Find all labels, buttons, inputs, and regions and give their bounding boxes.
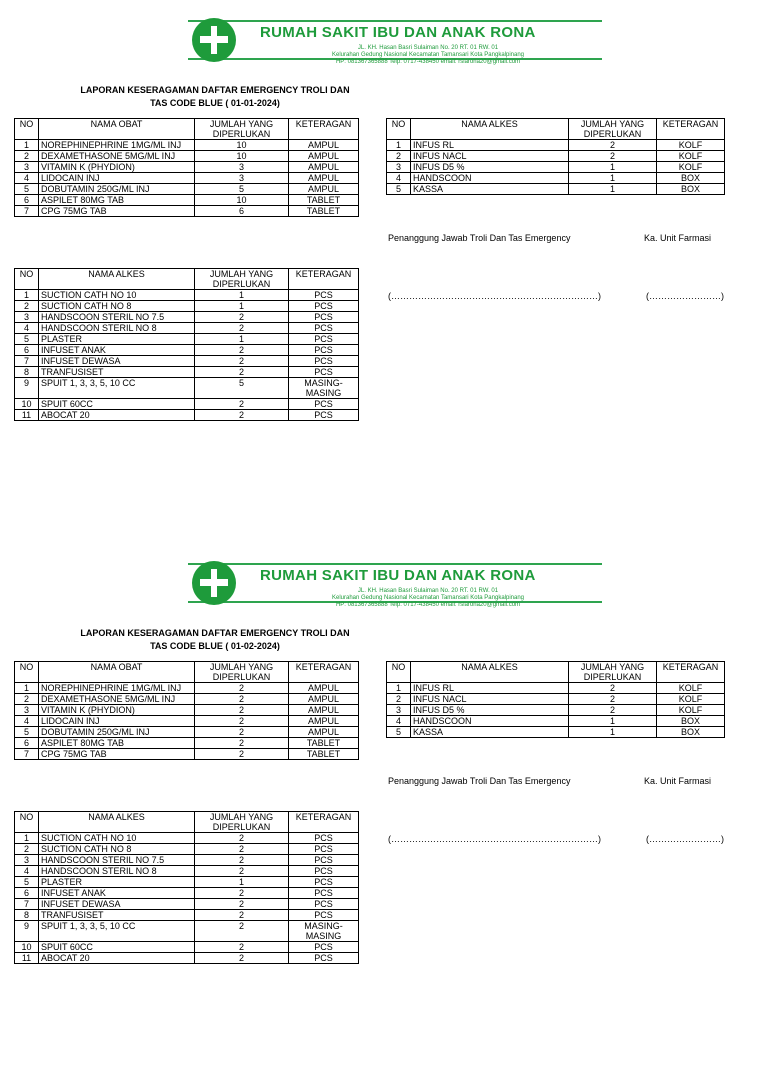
- cell-keterangan: PCS: [289, 399, 359, 410]
- table-row: [15, 206, 359, 217]
- cell-jumlah: 1: [195, 301, 289, 312]
- cell-keterangan: TABLET: [289, 206, 359, 217]
- cell-no: 3: [15, 162, 39, 173]
- cell-jumlah: 2: [195, 312, 289, 323]
- cell-no: 1: [15, 290, 39, 301]
- cell-no: 11: [15, 410, 39, 421]
- cell-nama: ASPILET 80MG TAB: [39, 195, 195, 206]
- cell-no: 7: [15, 749, 39, 760]
- table-row: [15, 942, 359, 953]
- cell-no: 3: [387, 705, 411, 716]
- table-row: [15, 312, 359, 323]
- cell-nama: HANDSCOON STERIL NO 7.5: [39, 855, 195, 866]
- cell-keterangan: PCS: [289, 312, 359, 323]
- cell-keterangan: KOLF: [657, 694, 725, 705]
- cell-keterangan: PCS: [289, 290, 359, 301]
- table-row: [387, 151, 725, 162]
- cell-nama: DEXAMETHASONE 5MG/ML INJ: [39, 694, 195, 705]
- cell-keterangan: AMPUL: [289, 162, 359, 173]
- cell-jumlah: 2: [569, 683, 657, 694]
- cell-keterangan: AMPUL: [289, 140, 359, 151]
- table-row: [387, 694, 725, 705]
- cell-no: 5: [15, 877, 39, 888]
- cell-jumlah: 1: [195, 334, 289, 345]
- cell-nama: INFUSET ANAK: [39, 888, 195, 899]
- cell-keterangan: PCS: [289, 910, 359, 921]
- cell-no: 6: [15, 738, 39, 749]
- table-row: [15, 151, 359, 162]
- cell-nama: SUCTION CATH NO 8: [39, 844, 195, 855]
- cell-no: 4: [387, 173, 411, 184]
- cell-nama: INFUSET ANAK: [39, 345, 195, 356]
- cell-jumlah: 2: [195, 356, 289, 367]
- cell-keterangan: AMPUL: [289, 173, 359, 184]
- alkes-right-table: [386, 661, 725, 738]
- alkes-table: [14, 268, 359, 421]
- table-row: [15, 162, 359, 173]
- cell-nama: SPUIT 60CC: [39, 399, 195, 410]
- report-title-line1: LAPORAN KESERAGAMAN DAFTAR EMERGENCY TROLI DAN: [80, 85, 350, 95]
- header-jumlah: JUMLAH YANG DIPERLUKAN: [569, 119, 657, 140]
- cell-nama: HANDSCOON STERIL NO 8: [39, 866, 195, 877]
- hospital-name: RUMAH SAKIT IBU DAN ANAK RONA: [260, 567, 536, 584]
- header-no: NO: [15, 119, 39, 140]
- signature-right-line: (……………………): [646, 834, 724, 844]
- header-jumlah: JUMLAH YANG DIPERLUKAN: [569, 662, 657, 683]
- cell-keterangan: PCS: [289, 855, 359, 866]
- cell-no: 7: [15, 899, 39, 910]
- medical-cross-icon: [203, 26, 225, 54]
- cell-no: 1: [387, 140, 411, 151]
- header-nama: NAMA ALKES: [39, 812, 195, 833]
- table-row: [15, 694, 359, 705]
- cell-keterangan: PCS: [289, 942, 359, 953]
- table-row: [15, 173, 359, 184]
- cell-jumlah: 2: [195, 399, 289, 410]
- table-row: [387, 716, 725, 727]
- signature-left-line: (……………………………………………………………): [388, 834, 601, 844]
- cell-jumlah: 2: [195, 738, 289, 749]
- table-row: [15, 844, 359, 855]
- cell-nama: SUCTION CATH NO 8: [39, 301, 195, 312]
- alkes-table-header: [15, 269, 359, 290]
- cell-keterangan: PCS: [289, 899, 359, 910]
- signature-right-label: Ka. Unit Farmasi: [644, 776, 712, 786]
- hospital-header: [188, 20, 602, 65]
- cell-keterangan: TABLET: [289, 738, 359, 749]
- cell-no: 2: [15, 844, 39, 855]
- cell-no: 4: [15, 323, 39, 334]
- cell-nama: DOBUTAMIN 250G/ML INJ: [39, 727, 195, 738]
- cell-nama: LIDOCAIN INJ: [39, 173, 195, 184]
- cell-jumlah: 5: [195, 184, 289, 195]
- table-row: [387, 173, 725, 184]
- report-title-line2: TAS CODE BLUE ( 01-01-2024): [150, 98, 280, 108]
- cell-keterangan: AMPUL: [289, 151, 359, 162]
- cell-jumlah: 2: [569, 140, 657, 151]
- cell-no: 1: [15, 833, 39, 844]
- cell-jumlah: 2: [195, 410, 289, 421]
- table-row: [15, 727, 359, 738]
- cell-keterangan: KOLF: [657, 140, 725, 151]
- cell-nama: HANDSCOON STERIL NO 8: [39, 323, 195, 334]
- cell-no: 9: [15, 378, 39, 399]
- table-row: [15, 888, 359, 899]
- cell-keterangan: TABLET: [289, 749, 359, 760]
- cell-keterangan: PCS: [289, 367, 359, 378]
- cell-jumlah: 3: [195, 173, 289, 184]
- table-row: [15, 290, 359, 301]
- cell-nama: NOREPHINEPHRINE 1MG/ML INJ: [39, 140, 195, 151]
- cell-keterangan: PCS: [289, 877, 359, 888]
- signature-right-label: Ka. Unit Farmasi: [644, 233, 712, 243]
- cell-no: 7: [15, 356, 39, 367]
- cell-keterangan: PCS: [289, 833, 359, 844]
- cell-keterangan: TABLET: [289, 195, 359, 206]
- cell-nama: INFUSET DEWASA: [39, 899, 195, 910]
- table-row: [15, 866, 359, 877]
- alkes-right-table-header: [387, 119, 725, 140]
- cell-jumlah: 10: [195, 140, 289, 151]
- table-row: [387, 140, 725, 151]
- header-keterangan: KETERAGAN: [289, 662, 359, 683]
- cell-keterangan: AMPUL: [289, 716, 359, 727]
- cell-nama: TRANFUSISET: [39, 910, 195, 921]
- cell-jumlah: 3: [195, 162, 289, 173]
- table-row: [15, 410, 359, 421]
- obat-table: [14, 118, 359, 217]
- alkes-table: [14, 811, 359, 964]
- cell-no: 3: [15, 312, 39, 323]
- cell-no: 1: [15, 683, 39, 694]
- cell-nama: VITAMIN K (PHYDION): [39, 705, 195, 716]
- cell-jumlah: 6: [195, 206, 289, 217]
- hospital-logo-icon: [192, 18, 236, 62]
- cell-keterangan: PCS: [289, 953, 359, 964]
- header-keterangan: KETERAGAN: [289, 269, 359, 290]
- cell-no: 6: [15, 345, 39, 356]
- cell-keterangan: PCS: [289, 844, 359, 855]
- hospital-logo-icon: [192, 561, 236, 605]
- table-row: [387, 683, 725, 694]
- obat-table-header: [15, 119, 359, 140]
- cell-nama: SPUIT 1, 3, 3, 5, 10 CC: [39, 378, 195, 399]
- table-row: [15, 323, 359, 334]
- cell-jumlah: 2: [569, 694, 657, 705]
- table-row: [15, 921, 359, 942]
- cell-no: 6: [15, 195, 39, 206]
- table-row: [15, 738, 359, 749]
- obat-table: [14, 661, 359, 760]
- cell-nama: INFUS RL: [411, 683, 569, 694]
- cell-nama: ABOCAT 20: [39, 953, 195, 964]
- cell-jumlah: 1: [195, 290, 289, 301]
- table-row: [387, 184, 725, 195]
- cell-no: 2: [15, 694, 39, 705]
- hospital-district: Kelurahan Gedung Nasional Kecamatan Tamansari Kota Pangkalpinang: [331, 595, 525, 601]
- cell-keterangan: BOX: [657, 173, 725, 184]
- cell-jumlah: 2: [195, 953, 289, 964]
- cell-nama: SPUIT 60CC: [39, 942, 195, 953]
- cell-keterangan: KOLF: [657, 705, 725, 716]
- obat-table-header: [15, 662, 359, 683]
- cell-jumlah: 2: [195, 844, 289, 855]
- cell-no: 4: [15, 716, 39, 727]
- cell-nama: INFUS D5 %: [411, 162, 569, 173]
- header-no: NO: [15, 662, 39, 683]
- cell-jumlah: 1: [195, 877, 289, 888]
- cell-no: 10: [15, 942, 39, 953]
- cell-keterangan: MASING-MASING: [289, 378, 359, 399]
- report-page: [0, 543, 768, 1086]
- hospital-district: Kelurahan Gedung Nasional Kecamatan Tamansari Kota Pangkalpinang: [331, 52, 525, 58]
- cell-jumlah: 1: [569, 162, 657, 173]
- cell-jumlah: 2: [195, 694, 289, 705]
- header-nama: NAMA ALKES: [411, 119, 569, 140]
- cell-nama: VITAMIN K (PHYDION): [39, 162, 195, 173]
- cell-no: 4: [387, 716, 411, 727]
- cell-jumlah: 2: [569, 705, 657, 716]
- cell-no: 3: [387, 162, 411, 173]
- hospital-contact: HP: 081367365888 Telp: 0717-438450 email: rsiarona20@gmail.com: [335, 602, 521, 608]
- header-no: NO: [15, 269, 39, 290]
- cell-nama: INFUSET DEWASA: [39, 356, 195, 367]
- header-jumlah: JUMLAH YANG DIPERLUKAN: [195, 119, 289, 140]
- table-row: [15, 910, 359, 921]
- table-row: [15, 399, 359, 410]
- cell-jumlah: 2: [195, 899, 289, 910]
- cell-nama: INFUS RL: [411, 140, 569, 151]
- cell-jumlah: 2: [195, 910, 289, 921]
- header-keterangan: KETERAGAN: [657, 662, 725, 683]
- cell-nama: ABOCAT 20: [39, 410, 195, 421]
- cell-keterangan: KOLF: [657, 162, 725, 173]
- cell-jumlah: 2: [195, 727, 289, 738]
- cell-no: 3: [15, 855, 39, 866]
- alkes-right-table-header: [387, 662, 725, 683]
- table-row: [15, 833, 359, 844]
- cell-nama: ASPILET 80MG TAB: [39, 738, 195, 749]
- cell-no: 7: [15, 206, 39, 217]
- cell-keterangan: PCS: [289, 334, 359, 345]
- hospital-contact: HP: 081367365888 Telp: 0717-438450 email: rsiarona20@gmail.com: [335, 59, 521, 65]
- table-row: [15, 301, 359, 312]
- cell-jumlah: 2: [195, 921, 289, 942]
- signature-left-label: Penanggung Jawab Troli Dan Tas Emergency: [388, 776, 571, 786]
- cell-nama: HANDSCOON: [411, 173, 569, 184]
- cell-no: 5: [15, 727, 39, 738]
- cell-jumlah: 2: [195, 833, 289, 844]
- cell-nama: INFUS D5 %: [411, 705, 569, 716]
- cell-keterangan: AMPUL: [289, 184, 359, 195]
- cell-jumlah: 5: [195, 378, 289, 399]
- report-title: [40, 627, 390, 653]
- signature-left-label: Penanggung Jawab Troli Dan Tas Emergency: [388, 233, 571, 243]
- cell-no: 10: [15, 399, 39, 410]
- cell-no: 2: [15, 301, 39, 312]
- cell-keterangan: BOX: [657, 184, 725, 195]
- header-jumlah: JUMLAH YANG DIPERLUKAN: [195, 812, 289, 833]
- cell-no: 4: [15, 866, 39, 877]
- header-keterangan: KETERAGAN: [289, 812, 359, 833]
- cell-jumlah: 2: [195, 888, 289, 899]
- cell-nama: PLASTER: [39, 877, 195, 888]
- table-row: [387, 162, 725, 173]
- cell-jumlah: 1: [569, 184, 657, 195]
- header-no: NO: [387, 662, 411, 683]
- cell-no: 9: [15, 921, 39, 942]
- cell-keterangan: AMPUL: [289, 705, 359, 716]
- cell-no: 5: [15, 184, 39, 195]
- header-jumlah: JUMLAH YANG DIPERLUKAN: [195, 662, 289, 683]
- cell-no: 5: [387, 184, 411, 195]
- cell-keterangan: PCS: [289, 866, 359, 877]
- cell-keterangan: AMPUL: [289, 727, 359, 738]
- table-row: [15, 367, 359, 378]
- table-row: [15, 855, 359, 866]
- cell-no: 1: [15, 140, 39, 151]
- table-row: [15, 356, 359, 367]
- cell-nama: KASSA: [411, 184, 569, 195]
- cell-jumlah: 1: [569, 173, 657, 184]
- table-row: [15, 899, 359, 910]
- table-row: [15, 749, 359, 760]
- table-row: [15, 683, 359, 694]
- cell-jumlah: 1: [569, 727, 657, 738]
- cell-no: 2: [387, 694, 411, 705]
- table-row: [387, 727, 725, 738]
- cell-no: 11: [15, 953, 39, 964]
- table-row: [15, 716, 359, 727]
- cell-no: 3: [15, 705, 39, 716]
- table-row: [15, 953, 359, 964]
- cell-keterangan: PCS: [289, 888, 359, 899]
- cell-jumlah: 2: [195, 683, 289, 694]
- hospital-header: [188, 563, 602, 608]
- cell-keterangan: BOX: [657, 716, 725, 727]
- table-row: [15, 345, 359, 356]
- cell-nama: INFUS NACL: [411, 694, 569, 705]
- table-row: [15, 195, 359, 206]
- alkes-table-header: [15, 812, 359, 833]
- cell-jumlah: 2: [195, 855, 289, 866]
- cell-keterangan: AMPUL: [289, 683, 359, 694]
- cell-nama: PLASTER: [39, 334, 195, 345]
- cell-nama: NOREPHINEPHRINE 1MG/ML INJ: [39, 683, 195, 694]
- cell-jumlah: 10: [195, 151, 289, 162]
- cell-jumlah: 1: [569, 716, 657, 727]
- header-jumlah: JUMLAH YANG DIPERLUKAN: [195, 269, 289, 290]
- header-keterangan: KETERAGAN: [657, 119, 725, 140]
- header-nama: NAMA OBAT: [39, 119, 195, 140]
- cell-jumlah: 10: [195, 195, 289, 206]
- cell-jumlah: 2: [569, 151, 657, 162]
- cell-jumlah: 2: [195, 323, 289, 334]
- cell-nama: HANDSCOON STERIL NO 7.5: [39, 312, 195, 323]
- cell-keterangan: MASING-MASING: [289, 921, 359, 942]
- table-row: [15, 378, 359, 399]
- cell-no: 2: [387, 151, 411, 162]
- cell-keterangan: PCS: [289, 356, 359, 367]
- table-row: [15, 705, 359, 716]
- report-title-line2: TAS CODE BLUE ( 01-02-2024): [150, 641, 280, 651]
- cell-nama: DEXAMETHASONE 5MG/ML INJ: [39, 151, 195, 162]
- cell-keterangan: PCS: [289, 301, 359, 312]
- cell-jumlah: 2: [195, 367, 289, 378]
- hospital-name: RUMAH SAKIT IBU DAN ANAK RONA: [260, 24, 536, 41]
- report-title: [40, 84, 390, 110]
- cell-nama: INFUS NACL: [411, 151, 569, 162]
- cell-nama: TRANFUSISET: [39, 367, 195, 378]
- signature-right-line: (……………………): [646, 291, 724, 301]
- cell-no: 1: [387, 683, 411, 694]
- header-nama: NAMA ALKES: [39, 269, 195, 290]
- table-row: [15, 334, 359, 345]
- cell-jumlah: 2: [195, 345, 289, 356]
- cell-keterangan: PCS: [289, 410, 359, 421]
- cell-nama: DOBUTAMIN 250G/ML INJ: [39, 184, 195, 195]
- cell-jumlah: 2: [195, 705, 289, 716]
- cell-jumlah: 2: [195, 749, 289, 760]
- cell-no: 4: [15, 173, 39, 184]
- signature-left-line: (……………………………………………………………): [388, 291, 601, 301]
- cell-keterangan: KOLF: [657, 683, 725, 694]
- cell-nama: SUCTION CATH NO 10: [39, 290, 195, 301]
- hospital-address: JL. KH. Hasan Basri Sulaiman No. 20 RT. 01 RW. 01: [357, 588, 499, 594]
- cell-keterangan: AMPUL: [289, 694, 359, 705]
- cell-nama: SUCTION CATH NO 10: [39, 833, 195, 844]
- cell-keterangan: KOLF: [657, 151, 725, 162]
- cell-nama: LIDOCAIN INJ: [39, 716, 195, 727]
- cell-jumlah: 2: [195, 716, 289, 727]
- alkes-right-table: [386, 118, 725, 195]
- cell-nama: SPUIT 1, 3, 3, 5, 10 CC: [39, 921, 195, 942]
- cell-jumlah: 2: [195, 866, 289, 877]
- cell-nama: CPG 75MG TAB: [39, 206, 195, 217]
- header-keterangan: KETERAGAN: [289, 119, 359, 140]
- cell-no: 8: [15, 367, 39, 378]
- cell-jumlah: 2: [195, 942, 289, 953]
- cell-keterangan: PCS: [289, 345, 359, 356]
- cell-nama: KASSA: [411, 727, 569, 738]
- cell-no: 5: [15, 334, 39, 345]
- header-no: NO: [15, 812, 39, 833]
- hospital-address: JL. KH. Hasan Basri Sulaiman No. 20 RT. 01 RW. 01: [357, 45, 499, 51]
- cell-keterangan: PCS: [289, 323, 359, 334]
- table-row: [15, 877, 359, 888]
- cell-keterangan: BOX: [657, 727, 725, 738]
- cell-no: 5: [387, 727, 411, 738]
- table-row: [15, 184, 359, 195]
- cell-no: 2: [15, 151, 39, 162]
- table-row: [15, 140, 359, 151]
- header-no: NO: [387, 119, 411, 140]
- cell-nama: HANDSCOON: [411, 716, 569, 727]
- cell-no: 8: [15, 910, 39, 921]
- cell-no: 6: [15, 888, 39, 899]
- header-nama: NAMA OBAT: [39, 662, 195, 683]
- report-title-line1: LAPORAN KESERAGAMAN DAFTAR EMERGENCY TROLI DAN: [80, 628, 350, 638]
- table-row: [387, 705, 725, 716]
- cell-nama: CPG 75MG TAB: [39, 749, 195, 760]
- medical-cross-icon: [203, 569, 225, 597]
- header-nama: NAMA ALKES: [411, 662, 569, 683]
